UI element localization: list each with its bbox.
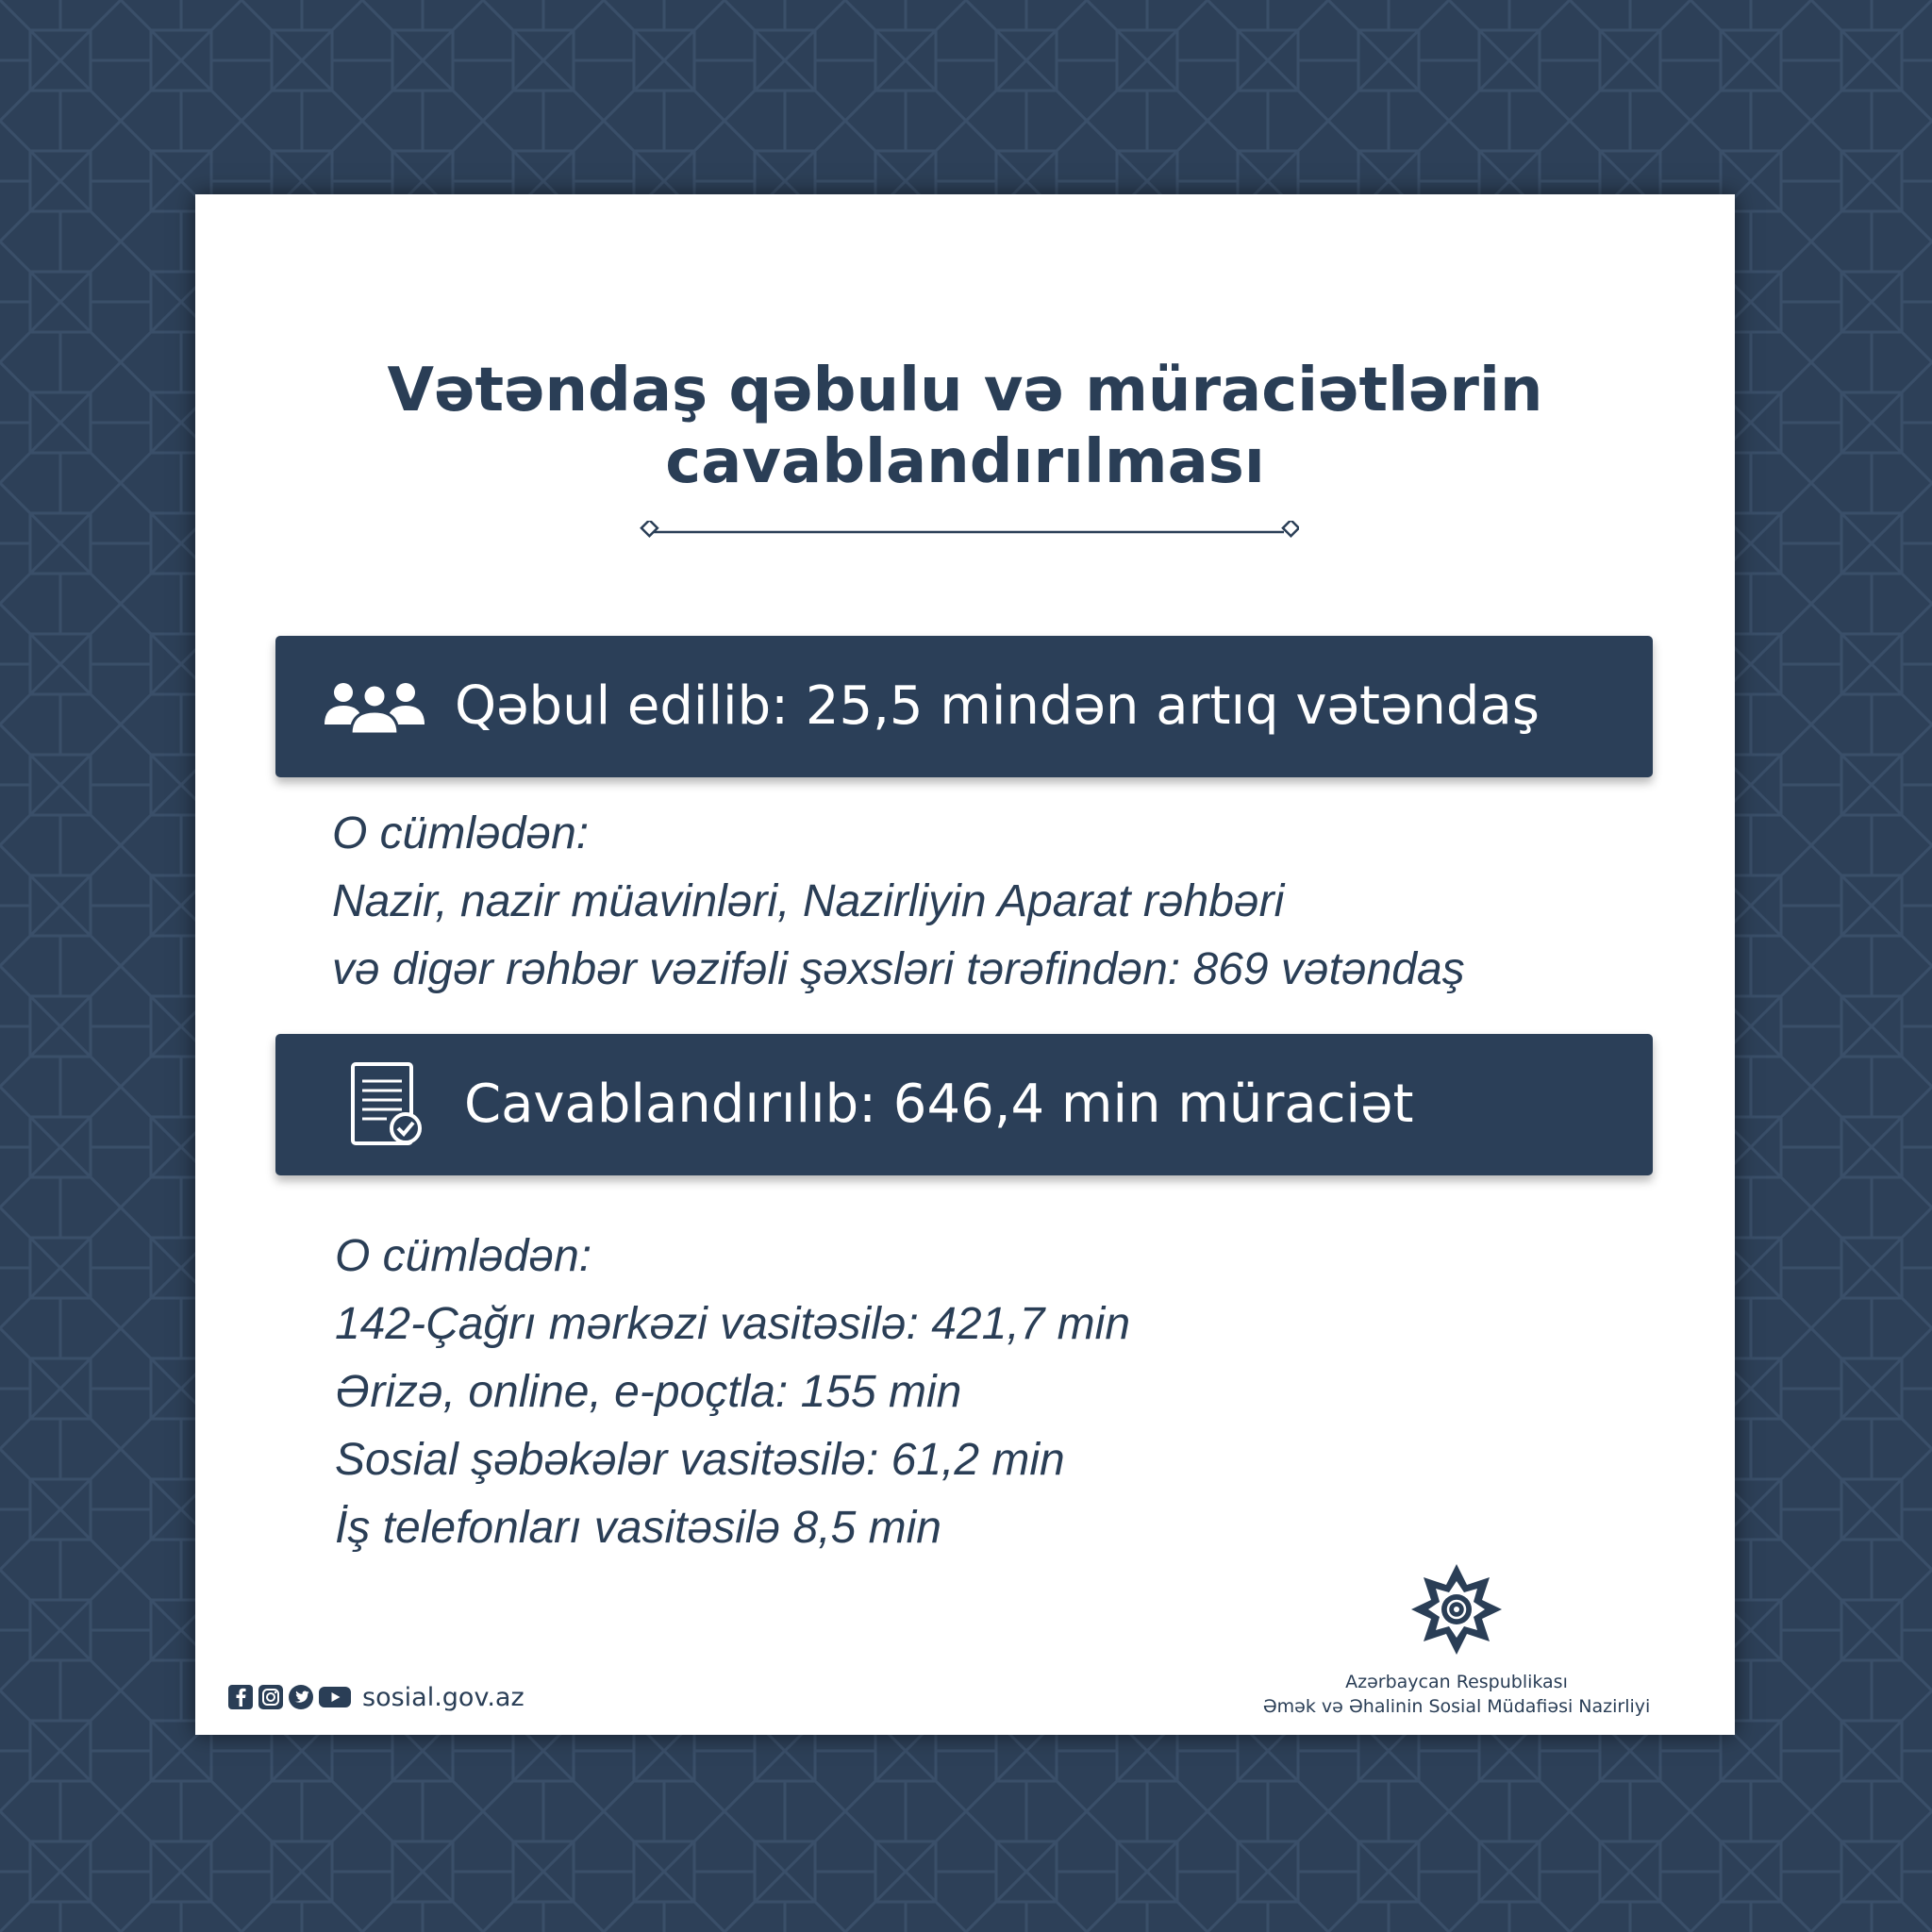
social-links — [228, 1681, 525, 1713]
received-detail-line: O cümlədən: — [332, 808, 590, 858]
instagram-icon[interactable] — [258, 1685, 283, 1709]
received-detail — [332, 800, 1465, 1004]
answered-detail-line: Ərizə, online, e-poçtla: 155 min — [335, 1367, 962, 1417]
answered-detail — [335, 1223, 1130, 1562]
answered-detail-line: Sosial şəbəkələr vasitəsilə: 61,2 min — [335, 1435, 1065, 1485]
info-card — [195, 194, 1735, 1735]
ministry-line-2: Əmək və Əhalinin Sosial Müdafiəsi Nazirliyi — [1262, 1696, 1651, 1717]
people-group-icon — [323, 681, 426, 736]
ministry-line-1: Azərbaycan Respublikası — [1345, 1672, 1568, 1692]
received-text: Qəbul edilib: 25,5 mindən artıq vətəndaş — [455, 675, 1540, 737]
ministry-emblem-icon — [1409, 1562, 1504, 1657]
title-line-2: cavablandırılması — [665, 427, 1265, 497]
youtube-icon[interactable] — [319, 1685, 351, 1709]
answered-detail-line: 142-Çağrı mərkəzi vasitəsilə: 421,7 min — [335, 1299, 1131, 1349]
received-detail-line: və digər rəhbər vəzifəli şəxsləri tərəfindən: 869 vətəndaş — [332, 944, 1465, 994]
twitter-icon[interactable] — [289, 1685, 313, 1709]
ministry-block — [1211, 1562, 1702, 1719]
answered-text: Cavablandırılıb: 646,4 min müraciət — [464, 1074, 1414, 1135]
site-url[interactable]: sosial.gov.az — [362, 1682, 525, 1712]
title-divider — [639, 521, 1299, 543]
received-detail-line: Nazir, nazir müavinləri, Nazirliyin Aparat rəhbəri — [332, 876, 1285, 926]
received-banner — [275, 636, 1653, 777]
document-check-icon — [349, 1060, 425, 1149]
answered-detail-line: O cümlədən: — [335, 1231, 592, 1281]
answered-detail-line: İş telefonları vasitəsilə 8,5 min — [335, 1503, 941, 1553]
title-line-1: Vətəndaş qəbulu və müraciətlərin — [387, 356, 1543, 425]
page-title — [195, 355, 1735, 498]
answered-banner — [275, 1034, 1653, 1175]
facebook-icon[interactable] — [228, 1685, 253, 1709]
